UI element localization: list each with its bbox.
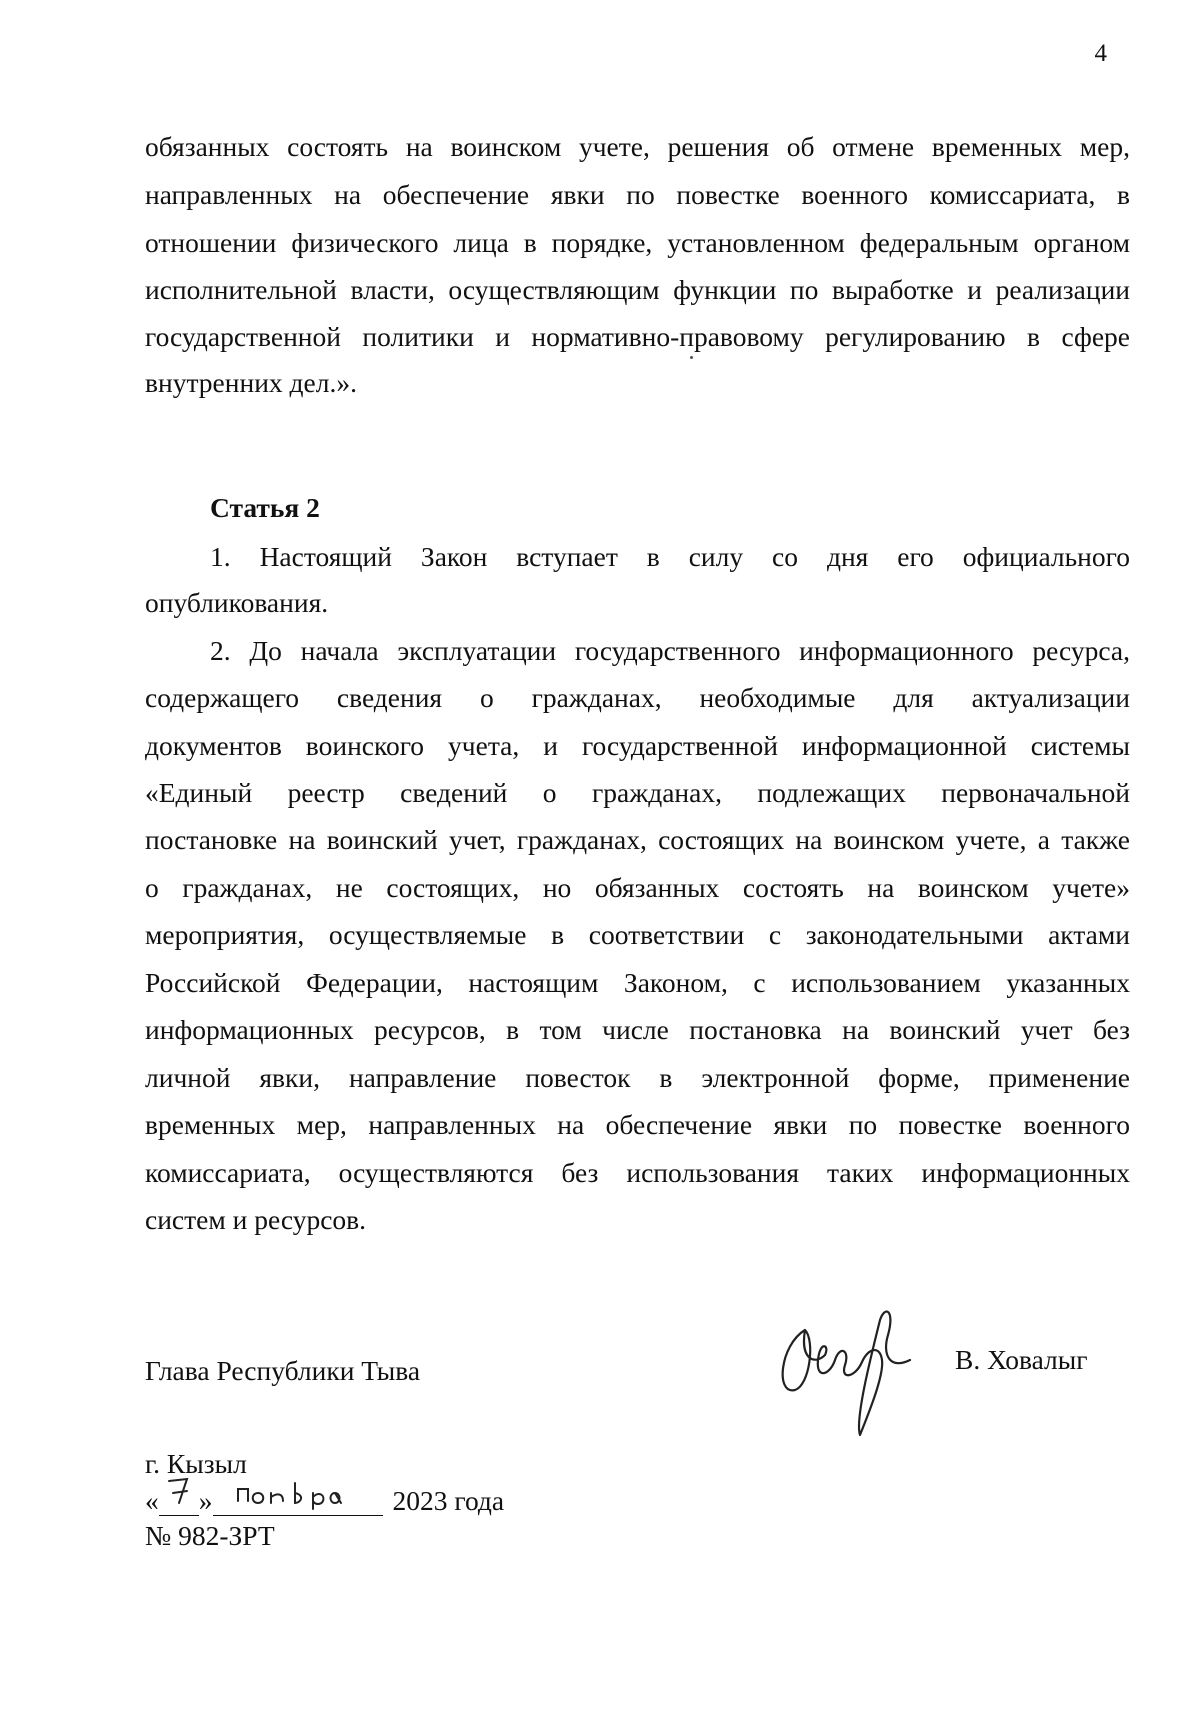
handwritten-month — [213, 1471, 383, 1511]
quote-open: « — [145, 1485, 159, 1516]
article-item-line: опубликования. — [145, 587, 329, 618]
law-number: № 982-ЗРТ — [145, 1520, 275, 1551]
article-item-line: содержащего сведения о гражданах, необходимые для актуализации — [145, 682, 1130, 713]
article-item-line: документов воинского учета, и государственной информационной системы — [145, 730, 1130, 761]
date-line — [145, 1485, 504, 1517]
article-item-line: «Единый реестр сведений о гражданах, подлежащих первоначальной — [145, 777, 1130, 808]
article-item-line: о гражданах, не состоящих, но обязанных состоять на воинском учете» — [145, 872, 1130, 903]
article-item-line: постановке на воинский учет, гражданах, состоящих на воинском учете, а также — [145, 824, 1130, 855]
body-line: отношении физического лица в порядке, установленном федеральным органом — [145, 227, 1130, 258]
article-item-line: личной явки, направление повесток в электронной форме, применение — [145, 1062, 1130, 1093]
body-line: обязанных состоять на воинском учете, решения об отмене временных мер, — [145, 131, 1130, 162]
article-item-line: систем и ресурсов. — [145, 1204, 367, 1235]
body-line: внутренних дел.». — [145, 367, 357, 398]
city-line: г. Кызыл — [145, 1448, 247, 1479]
quote-close: » — [198, 1485, 213, 1516]
body-line: исполнительной власти, осуществляющим функции по выработке и реализации — [145, 274, 1130, 305]
handwritten-signature — [770, 1300, 920, 1440]
article-item-line: временных мер, направленных на обеспечение явки по повестке военного — [145, 1109, 1130, 1140]
date-month-field — [213, 1485, 383, 1516]
signer-title: Глава Республики Тыва — [145, 1355, 421, 1386]
scan-speck — [690, 356, 693, 359]
page-number: 4 — [1094, 40, 1107, 67]
article-item-line: комиссариата, осуществляются без использования таких информационных — [145, 1157, 1130, 1188]
article-item-line: 2. До начала эксплуатации государственного информационного ресурса, — [210, 635, 1130, 666]
date-day-field — [159, 1485, 199, 1516]
article-item-line: 1. Настоящий Закон вступает в силу со дня его официального — [210, 541, 1130, 572]
body-line: направленных на обеспечение явки по повестке военного комиссариата, в — [145, 179, 1130, 210]
handwritten-day — [159, 1471, 199, 1511]
article-item-line: Российской Федерации, настоящим Законом, с использованием указанных — [145, 967, 1130, 998]
article-heading: Статья 2 — [210, 492, 320, 523]
body-line: государственной политики и нормативно-правовому регулированию в сфере — [145, 321, 1130, 352]
signer-name: В. Ховалыг — [955, 1344, 1088, 1375]
article-item-line: мероприятия, осуществляемые в соответствии с законодательными актами — [145, 919, 1130, 950]
date-year: 2023 года — [392, 1485, 505, 1516]
article-item-line: информационных ресурсов, в том числе постановка на воинский учет без — [145, 1014, 1130, 1045]
